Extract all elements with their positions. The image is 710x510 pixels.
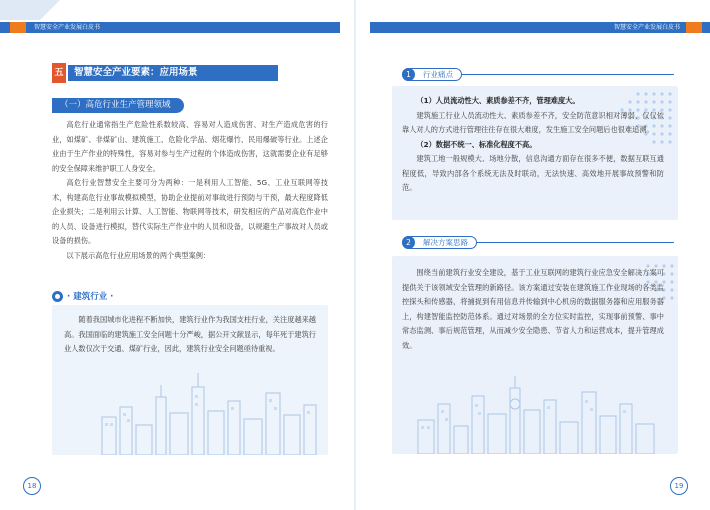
solution-body <box>402 266 664 353</box>
city-skyline-illustration <box>92 367 328 455</box>
case-bullet-icon <box>52 291 63 302</box>
section-title: 智慧安全产业要素：应用场景 <box>68 65 278 81</box>
pain-label-number: 1 <box>402 68 415 81</box>
case-title <box>52 290 113 302</box>
right-header-title: 智慧安全产业发展白皮书 <box>613 24 680 31</box>
left-header-title: 智慧安全产业发展白皮书 <box>34 24 101 31</box>
pain-body <box>402 94 664 196</box>
paragraph: 高危行业通常指生产危险性系数较高、容易对人造成伤害、对生产造成危害的行业，如煤矿、非煤矿山、建筑施工、危险化学品、烟花爆竹、民用爆破等行业。上述企业由于生产作业的特殊性，容易对参与生产过程的个体造成伤害，这就需要企业有足够的安全保障来维护职工人身安全。 <box>52 120 328 173</box>
pain-panel <box>392 86 678 220</box>
page-gutter <box>354 0 356 510</box>
solution-label-text: 解决方案思路 <box>423 238 468 247</box>
pain-label-text: 行业痛点 <box>423 70 453 79</box>
solution-paragraph: 围绕当前建筑行业安全建设，基于工业互联网的建筑行业应急安全解决方案可提供关于该领域安全管理的新路径。该方案通过安装在建筑施工作业现场的各类监控探头和传感器，将捕捉到有用信息并传输到中心机房的数据服务器和应用服务器上，构建智能监控防范体系。通过对场景的全方位实时监控，实现事前预警、事中常态监测、事后规范管理，从而减少安全隐患、节省人力和运营成本，提升管理成效。 <box>402 268 664 350</box>
page-number-left: 18 <box>23 477 41 495</box>
case-body <box>64 313 316 357</box>
solution-label <box>402 236 477 249</box>
paragraph: 以下展示高危行业应用场景的两个典型案例： <box>66 250 211 260</box>
pain-item-2-lead: （2）数据不统一、标准化程度不高。 <box>416 139 537 149</box>
solution-label-number: 2 <box>402 236 415 249</box>
left-header-accent <box>10 22 26 33</box>
subsection-title: （一）高危行业生产管理领域 <box>52 98 184 113</box>
pain-label <box>402 68 462 81</box>
city-skyline-illustration <box>412 374 662 454</box>
case-title-text: · 建筑行业 · <box>67 292 114 302</box>
corner-decoration <box>0 0 60 20</box>
pain-item-1-lead: （1）人员流动性大、素质参差不齐，管理难度大。 <box>416 96 580 105</box>
right-header-accent <box>686 22 702 33</box>
solution-panel <box>392 256 678 454</box>
case-panel <box>52 305 328 455</box>
section-badge: 五 <box>52 63 66 83</box>
paragraph: 高危行业智慧安全主要可分为两种：一是利用人工智能、5G、工业互联网等技术，构建高危行业事故模拟模型，协助企业提前对事故进行预防与干预，最大程度降低企业损失；二是利用云计算、人工智能、物联网等技术，研发相应的产品对高危作业中的人员、设备进行模拟，替代实际生产作业中的人员和设备，以规避生产事故对人员或设备的损伤。 <box>52 178 328 245</box>
case-paragraph: 随着我国城市化进程不断加快，建筑行业作为我国支柱行业，关注度越来越高。我国面临的建筑施工安全问题十分严峻，据公开文献显示，每年死于建筑行业人数仅次于交通、煤矿行业，因此，建筑行业安全问题亟待重视。 <box>64 315 316 353</box>
left-body <box>52 118 328 263</box>
pain-item-2-text: 建筑工地一般规模大、场地分散，信息沟通方面存在很多不便，数据互联互通程度低，导致内部各个系统无法及时联动，无法快速、高效地开展事故预警和防范。 <box>402 154 664 192</box>
page-number-right: 19 <box>670 477 688 495</box>
pain-item-1-text: 建筑施工行业人员流动性大、素质参差不齐，安全防范意识相对薄弱，仅仅依靠人对人的方式进行管理往往存在很大难度，发生施工安全问题后也很难追溯。 <box>402 110 664 134</box>
